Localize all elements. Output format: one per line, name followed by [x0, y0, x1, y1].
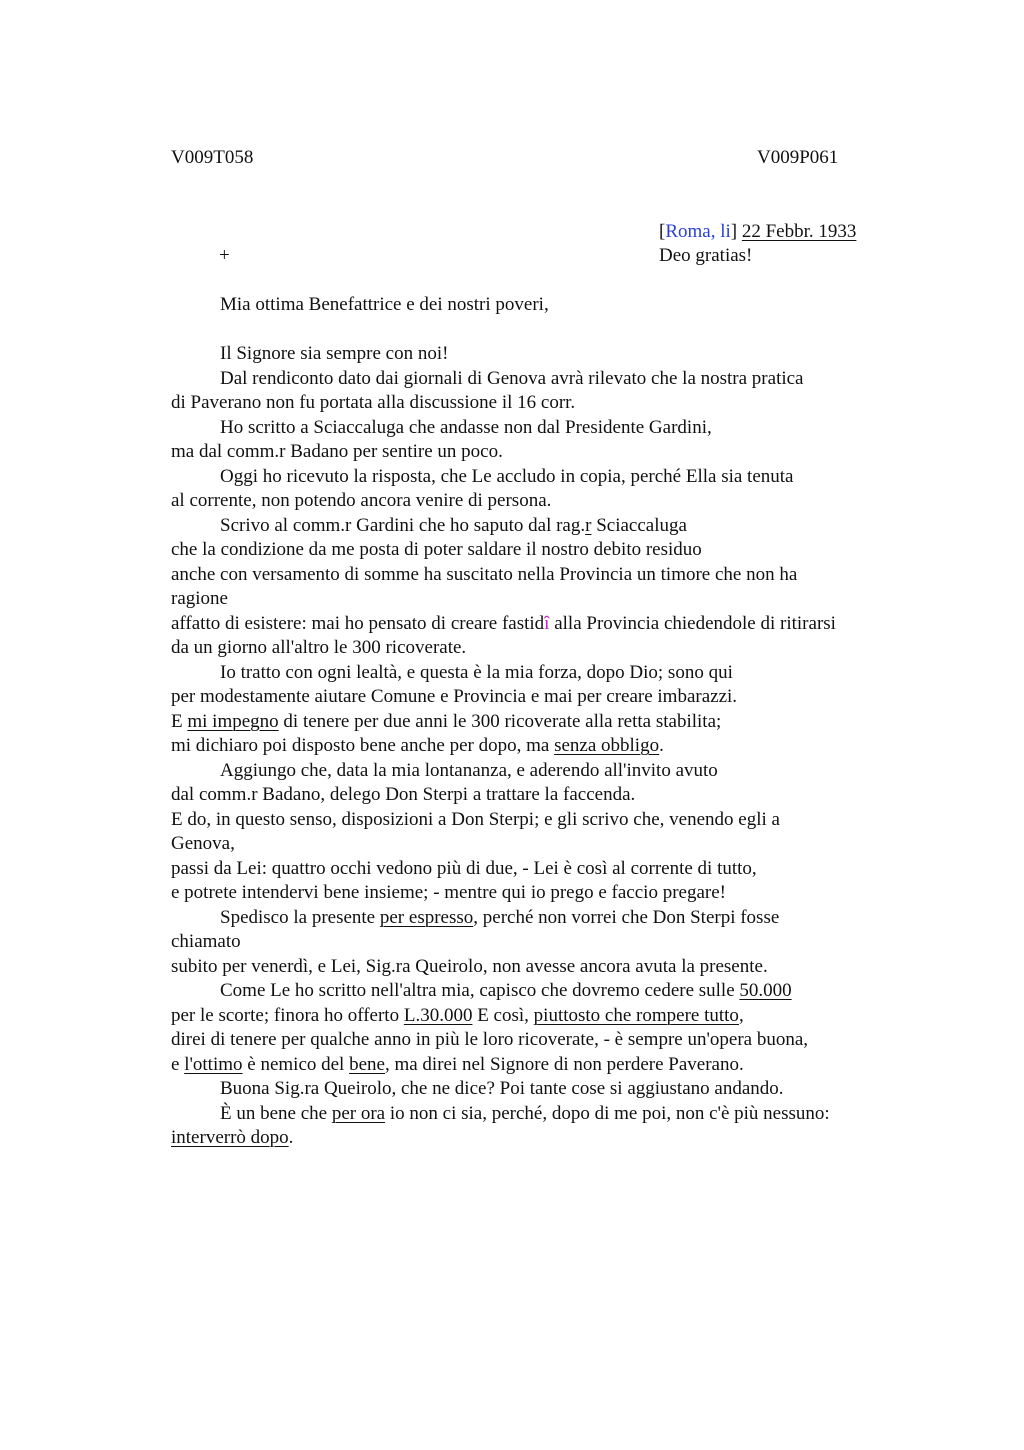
underlined-text: piuttosto che rompere tutto — [533, 1004, 739, 1026]
text-run: , perché non vorrei che Don Sterpi fosse — [473, 906, 780, 928]
body-line: chiamato — [171, 931, 241, 952]
body-line — [171, 612, 901, 637]
underlined-text: mi impegno — [187, 710, 279, 732]
body-line — [171, 906, 901, 931]
body-line: Dal rendiconto dato dai giornali di Genova avrà rilevato che la nostra pratica — [220, 367, 804, 389]
bracket-close: ] — [730, 221, 738, 242]
text-run: e — [171, 1053, 185, 1075]
body-line — [171, 710, 901, 735]
date-text: 22 Febbr. 1933 — [741, 221, 857, 242]
body-line — [171, 1053, 901, 1078]
body-line — [171, 1102, 901, 1127]
text-run: affatto di esistere: mai ho pensato di creare fastid — [171, 612, 545, 634]
text-run: Scrivo al comm.r Gardini che ho saputo dal rag. — [220, 514, 586, 536]
text-run: , — [738, 1004, 744, 1026]
body-line — [171, 734, 901, 759]
body-line: subito per venerdì, e Lei, Sig.ra Queirolo, non avesse ancora avuta la presente. — [171, 955, 768, 977]
text-run: mi dichiaro poi disposto bene anche per dopo, ma — [171, 735, 555, 756]
text-run: Spedisco la presente — [220, 906, 380, 928]
text-run: . — [659, 735, 664, 756]
body-line — [171, 1126, 901, 1151]
text-run: Come Le ho scritto nell'altra mia, capisco che dovremo cedere sulle — [220, 980, 740, 1001]
motto: Deo gratias! — [659, 245, 753, 266]
text-run: È un bene che — [220, 1102, 332, 1124]
underlined-text: bene — [349, 1053, 385, 1075]
body-line: direi di tenere per qualche anno in più le loro ricoverate, - è sempre un'opera buona, — [171, 1029, 809, 1050]
body-line: anche con versamento di somme ha suscitato nella Provincia un timore che non ha — [171, 563, 798, 585]
letter-body — [171, 342, 901, 1151]
text-run: io non ci sia, perché, dopo di me poi, non c'è più nessuno: — [385, 1102, 830, 1124]
text-run: . — [288, 1127, 294, 1148]
underlined-text: r — [585, 514, 592, 536]
salutation: Mia ottima Benefattrice e dei nostri poveri, — [220, 294, 549, 315]
place-text: Roma, li — [665, 221, 731, 242]
body-line — [171, 1004, 901, 1029]
underlined-text: per espresso — [379, 906, 474, 928]
body-line: ragione — [171, 588, 228, 609]
underlined-text: l'ottimo — [184, 1053, 243, 1075]
highlighted-character: î — [544, 612, 550, 634]
document-code-right: V009P061 — [757, 147, 839, 168]
underlined-text: L.30.000 — [403, 1004, 473, 1026]
text-run: è nemico del — [242, 1053, 350, 1075]
body-line — [171, 979, 901, 1004]
body-line: che la condizione da me posta di poter saldare il nostro debito residuo — [171, 539, 702, 560]
dateline — [659, 220, 856, 244]
body-line: Oggi ho ricevuto la risposta, che Le accludo in copia, perché Ella sia tenuta — [220, 465, 794, 487]
text-run: di tenere per due anni le 300 ricoverate alla retta stabilita; — [278, 710, 722, 732]
underlined-text: senza obbligo — [554, 735, 660, 756]
body-line: ma dal comm.r Badano per sentire un poco. — [171, 441, 503, 462]
text-run: E così, — [472, 1004, 534, 1026]
body-line: da un giorno all'altro le 300 ricoverate. — [171, 637, 467, 658]
body-line: Aggiungo che, data la mia lontananza, e aderendo all'invito avuto — [220, 759, 718, 781]
body-line: passi da Lei: quattro occhi vedono più di due, - Lei è così al corrente di tutto, — [171, 857, 757, 879]
body-line: di Paverano non fu portata alla discussione il 16 corr. — [171, 392, 576, 413]
body-line: Buona Sig.ra Queirolo, che ne dice? Poi tante cose si aggiustano andando. — [220, 1078, 784, 1099]
cross-symbol: + — [219, 245, 230, 266]
body-line: Genova, — [171, 833, 235, 854]
underlined-text: interverrò dopo — [171, 1127, 289, 1148]
document-code-left: V009T058 — [171, 147, 254, 168]
text-run: , ma direi nel Signore di non perdere Paverano. — [384, 1053, 744, 1075]
text-run: alla Provincia chiedendole di ritirarsi — [549, 612, 836, 634]
body-line: al corrente, non potendo ancora venire di persona. — [171, 490, 552, 511]
body-line: dal comm.r Badano, delego Don Sterpi a trattare la faccenda. — [171, 784, 636, 805]
underlined-text: 50.000 — [739, 980, 792, 1001]
body-line: E do, in questo senso, disposizioni a Don Sterpi; e gli scrivo che, venendo egli a — [171, 808, 780, 830]
body-line — [171, 514, 901, 539]
body-line: e potrete intendervi bene insieme; - mentre qui io prego e faccio pregare! — [171, 882, 726, 903]
text-run: per le scorte; finora ho offerto — [171, 1004, 404, 1026]
text-run: Sciaccaluga — [591, 514, 687, 536]
body-line: Il Signore sia sempre con noi! — [220, 343, 449, 364]
text-run: E — [171, 710, 188, 732]
underlined-text: per ora — [331, 1102, 386, 1124]
body-line: Ho scritto a Sciaccaluga che andasse non dal Presidente Gardini, — [220, 416, 712, 438]
bracket-open: [ — [659, 221, 666, 242]
body-line: per modestamente aiutare Comune e Provincia e mai per creare imbarazzi. — [171, 686, 738, 707]
body-line: Io tratto con ogni lealtà, e questa è la mia forza, dopo Dio; sono qui — [220, 661, 733, 683]
